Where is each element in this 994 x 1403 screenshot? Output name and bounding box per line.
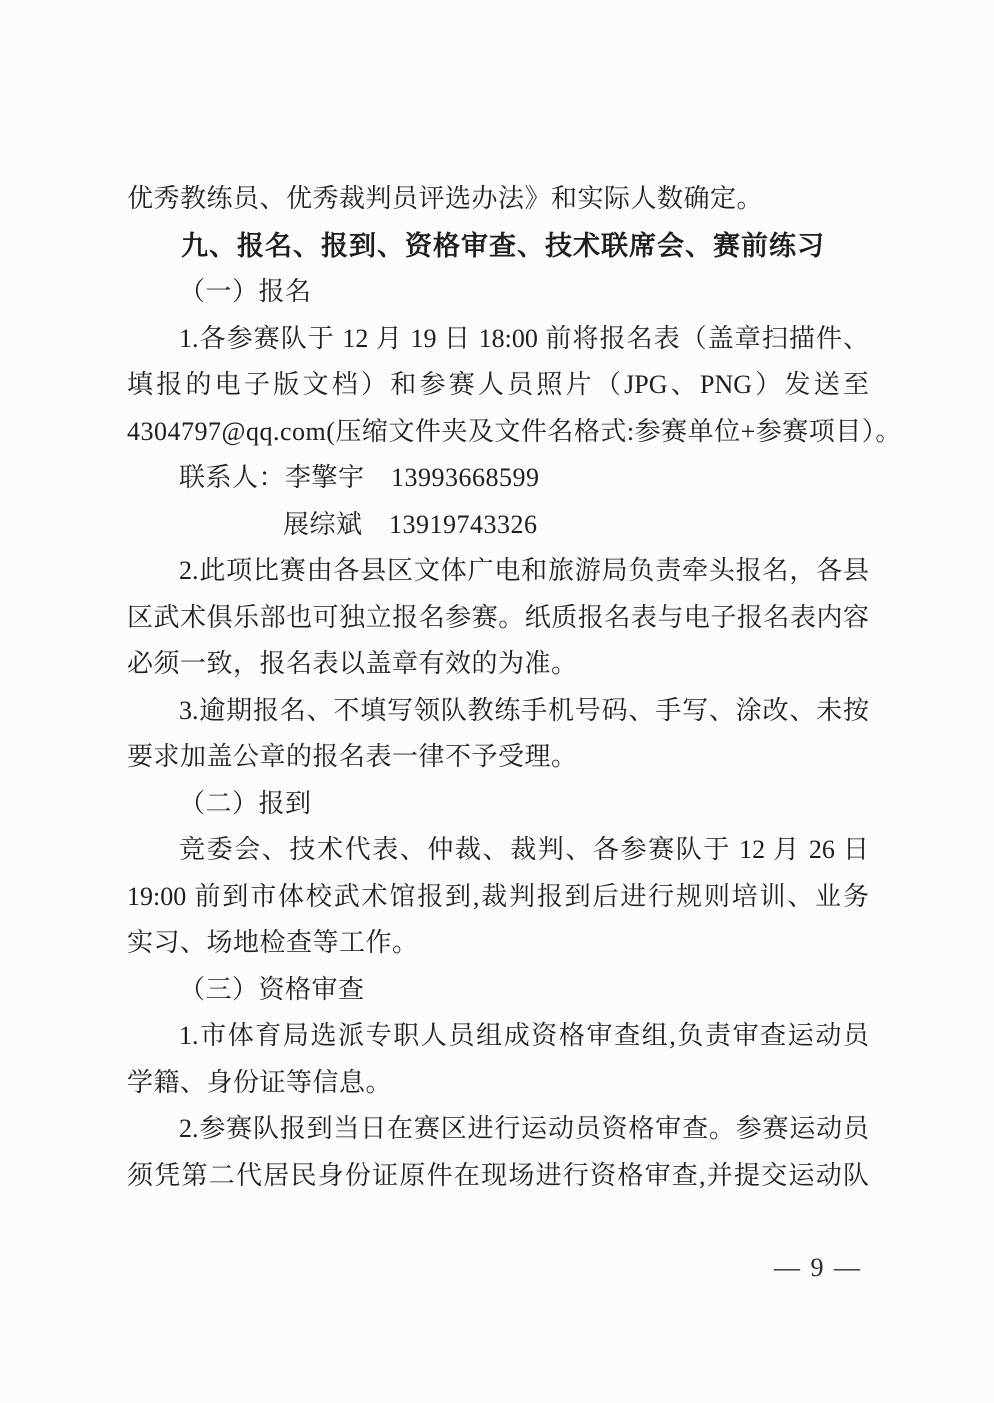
text-line: 必须一致，报名表以盖章有效的为准。 bbox=[127, 649, 578, 678]
text-line-email: 4304797@qq.com(压缩文件夹及文件名格式:参赛单位+参赛项目）。 bbox=[127, 416, 902, 446]
text-line: 实习、场地检查等工作。 bbox=[127, 928, 419, 957]
text-line-continuation: 优秀教练员、优秀裁判员评选办法》和实际人数确定。 bbox=[127, 184, 764, 213]
text-line: 2.此项比赛由各县区文体广电和旅游局负责牵头报名，各县 bbox=[179, 556, 869, 585]
page-number: — 9 — bbox=[774, 1253, 862, 1282]
subsection-title: （二）报到 bbox=[179, 788, 312, 818]
text-line: 学籍、身份证等信息。 bbox=[127, 1067, 393, 1097]
text-line: 区武术俱乐部也可独立报名参赛。纸质报名表与电子报名表内容 bbox=[127, 602, 869, 632]
contact-line: 展综斌 13919743326 bbox=[283, 509, 538, 539]
text-line: 须凭第二代居民身份证原件在现场进行资格审查,并提交运动队 bbox=[127, 1160, 869, 1190]
subsection-title: （三）资格审查 bbox=[179, 974, 365, 1004]
contact-line: 联系人：李擎宇 13993668599 bbox=[179, 463, 540, 492]
text-line: 要求加盖公章的报名表一律不予受理。 bbox=[127, 742, 578, 771]
text-line: 19:00 前到市体校武术馆报到,裁判报到后进行规则培训、业务 bbox=[127, 881, 869, 911]
text-line: 1.各参赛队于 12 月 19 日 18:00 前将报名表（盖章扫描件、 bbox=[179, 323, 869, 353]
text-line: 2.参赛队报到当日在赛区进行运动员资格审查。参赛运动员 bbox=[179, 1114, 869, 1143]
text-line: 1.市体育局选派专职人员组成资格审查组,负责审查运动员 bbox=[179, 1021, 869, 1050]
subsection-title: （一）报名 bbox=[179, 277, 312, 306]
text-line: 3.逾期报名、不填写领队教练手机号码、手写、涂改、未按 bbox=[179, 695, 869, 725]
text-line: 填报的电子版文档）和参赛人员照片（JPG、PNG）发送至 bbox=[127, 370, 869, 399]
section-heading: 九、报名、报到、资格审查、技术联席会、赛前练习 bbox=[181, 230, 825, 261]
text-line: 竞委会、技术代表、仲裁、裁判、各参赛队于 12 月 26 日 bbox=[179, 835, 869, 864]
document-body bbox=[127, 176, 902, 1199]
